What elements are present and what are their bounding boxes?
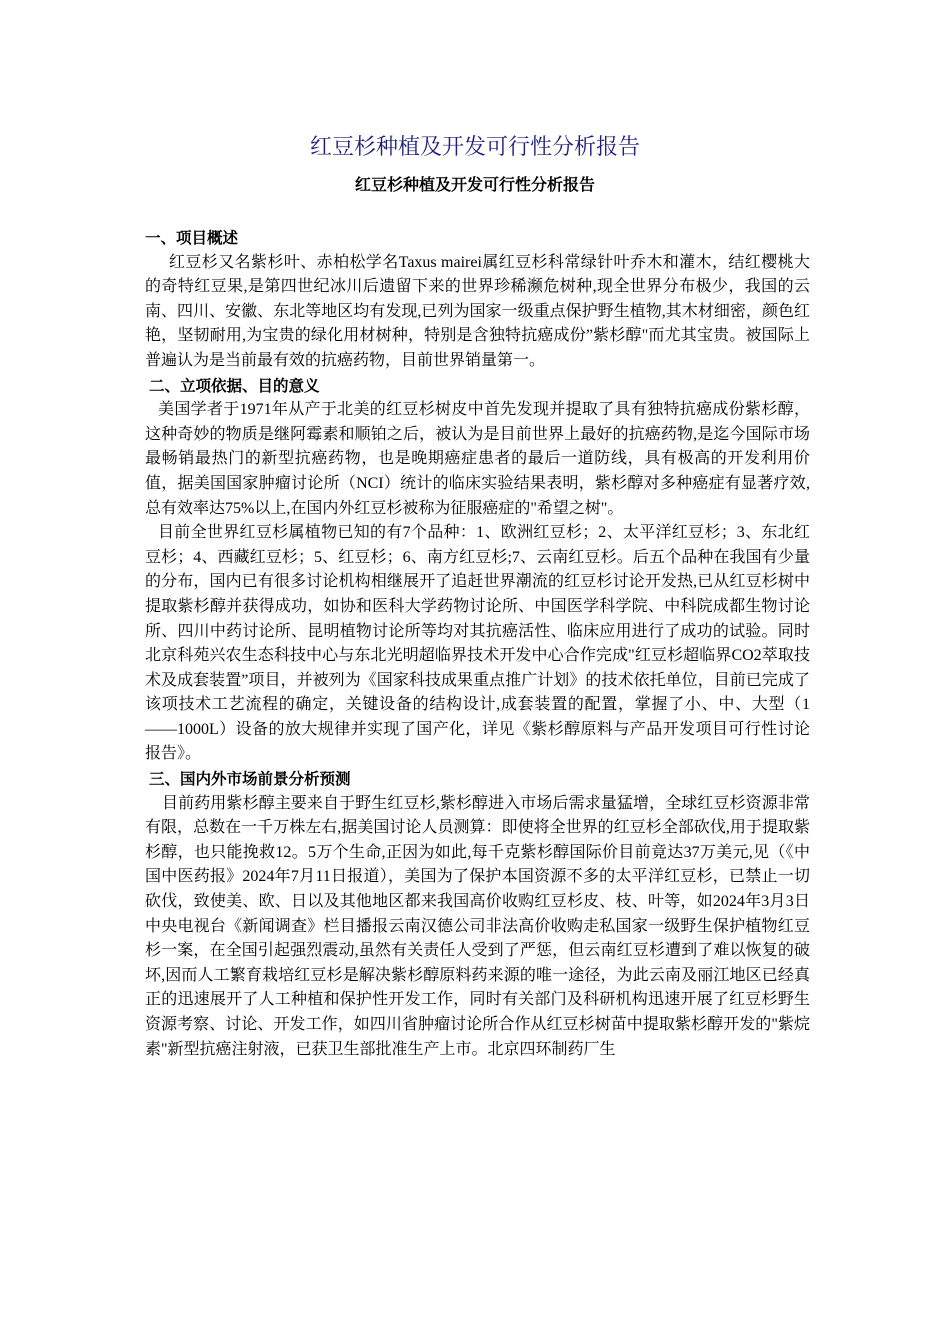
section-paragraph: 目前药用紫杉醇主要来自于野生红豆杉,紫杉醇进入市场后需求量猛增，全球红豆杉资源非常有限，总数在一千万株左右,据美国讨论人员测算：即使将全世界的红豆杉全部砍伐,用于提取紫杉醇，也只能挽救12。5万个生命,正因为如此,每千克紫杉醇国际价目前竟达37万美元,见（《中国中医药报》2024年7月11日报道），美国为了保护本国资源不多的太平洋红豆杉，已禁止一切砍伐，致使美、欧、日以及其他地区都来我国高价收购红豆杉皮、枝、叶等，如2024年3月3日中央电视台《新闻调查》栏目播报云南汉德公司非法高价收购走私国家一级野生保护植物红豆杉一案，在全国引起强烈震动,虽然有关责任人受到了严惩，但云南红豆杉遭到了难以恢复的破坏,因而人工繁育栽培红豆杉是解决紫杉醇原料药来源的唯一途径，为此云南及丽江地区已经真正的迅速展开了人工种植和保护性开发工作，同时有关部门及科研机构迅速开展了红豆杉野生资源考察、讨论、开发工作，如四川省肿瘤讨论所合作从红豆杉树苗中提取紫杉醇开发的"紫烷素"新型抗癌注射液，已获卫生部批准生产上市。北京四环制药厂生	[145, 794, 810, 1058]
section-paragraph: 红豆杉又名紫杉叶、赤柏松学名Taxus mairei属红豆杉科常绿针叶乔木和灌木，结红樱桃大的奇特红豆果,是第四世纪冰川后遗留下来的世界珍稀濒危树种,现全世界分布极少，我国的云南、四川、安徽、东北等地区均有发现,已列为国家一级重点保护野生植物,其木材细密，颜色红艳，坚韧耐用,为宝贵的绿化用材树种，特别是含独特抗癌成份”紫杉醇"而尤其宝贵。被国际上普遍认为是当前最有效的抗癌药物，目前世界销量第一。	[145, 253, 810, 369]
section-heading-market: 三、国内外市场前景分析预测	[149, 770, 351, 789]
section-heading-basis: 二、立项依据、目的意义	[149, 376, 320, 395]
section-paragraph: 目前全世界红豆杉属植物已知的有7个品种：1、欧洲红豆杉；2、太平洋红豆杉；3、东北红豆杉；4、西藏红豆杉；5、红豆杉；6、南方红豆杉;7、云南红豆杉。后五个品种在我国有少量的分布，国内已有很多讨论机构相继展开了追赶世界潮流的红豆杉讨论开发热,已从红豆杉树中提取紫杉醇并获得成功，如协和医科大学药物讨论所、中国医学科学院、中科院成都生物讨论所、四川中药讨论所、昆明植物讨论所等均对其抗癌活性、临床应用进行了成功的试验。同时北京科苑兴农生态科技中心与东北光明超临界技术开发中心合作完成"红豆杉超临界CO2萃取技术及成套装置”项目，并被列为《国家科技成果重点推广计划》的技术依托单位，目前已完成了该项技术工艺流程的确定，关键设备的结构设计,成套装置的配置，掌握了小、中、大型（1——1000L）设备的放大规律并实现了国产化，详见《紫杉醇原料与产品开发项目可行性讨论报告》。	[145, 524, 810, 763]
document-subtitle: 红豆杉种植及开发可行性分析报告	[354, 175, 595, 194]
document-title: 红豆杉种植及开发可行性分析报告	[309, 135, 640, 160]
section-heading-overview: 一、项目概述	[145, 229, 239, 247]
section-paragraph: 美国学者于1971年从产于北美的红豆杉树皮中首先发现并提取了具有独特抗癌成份紫杉醇，这种奇妙的物质是继阿霉素和顺铂之后，被认为是目前世界上最好的抗癌药物,是迄今国际市场最畅销最热门的新型抗癌药物，也是晚期癌症患者的最后一道防线，具有极高的开发利用价值，据美国国家肿瘤讨论所（NCI）统计的临床实验结果表明，紫杉醇对多种癌症有显著疗效,总有效率达75%以上,在国内外红豆杉被称为征服癌症的"希望之树"。	[145, 401, 810, 517]
document-body	[145, 226, 810, 1062]
